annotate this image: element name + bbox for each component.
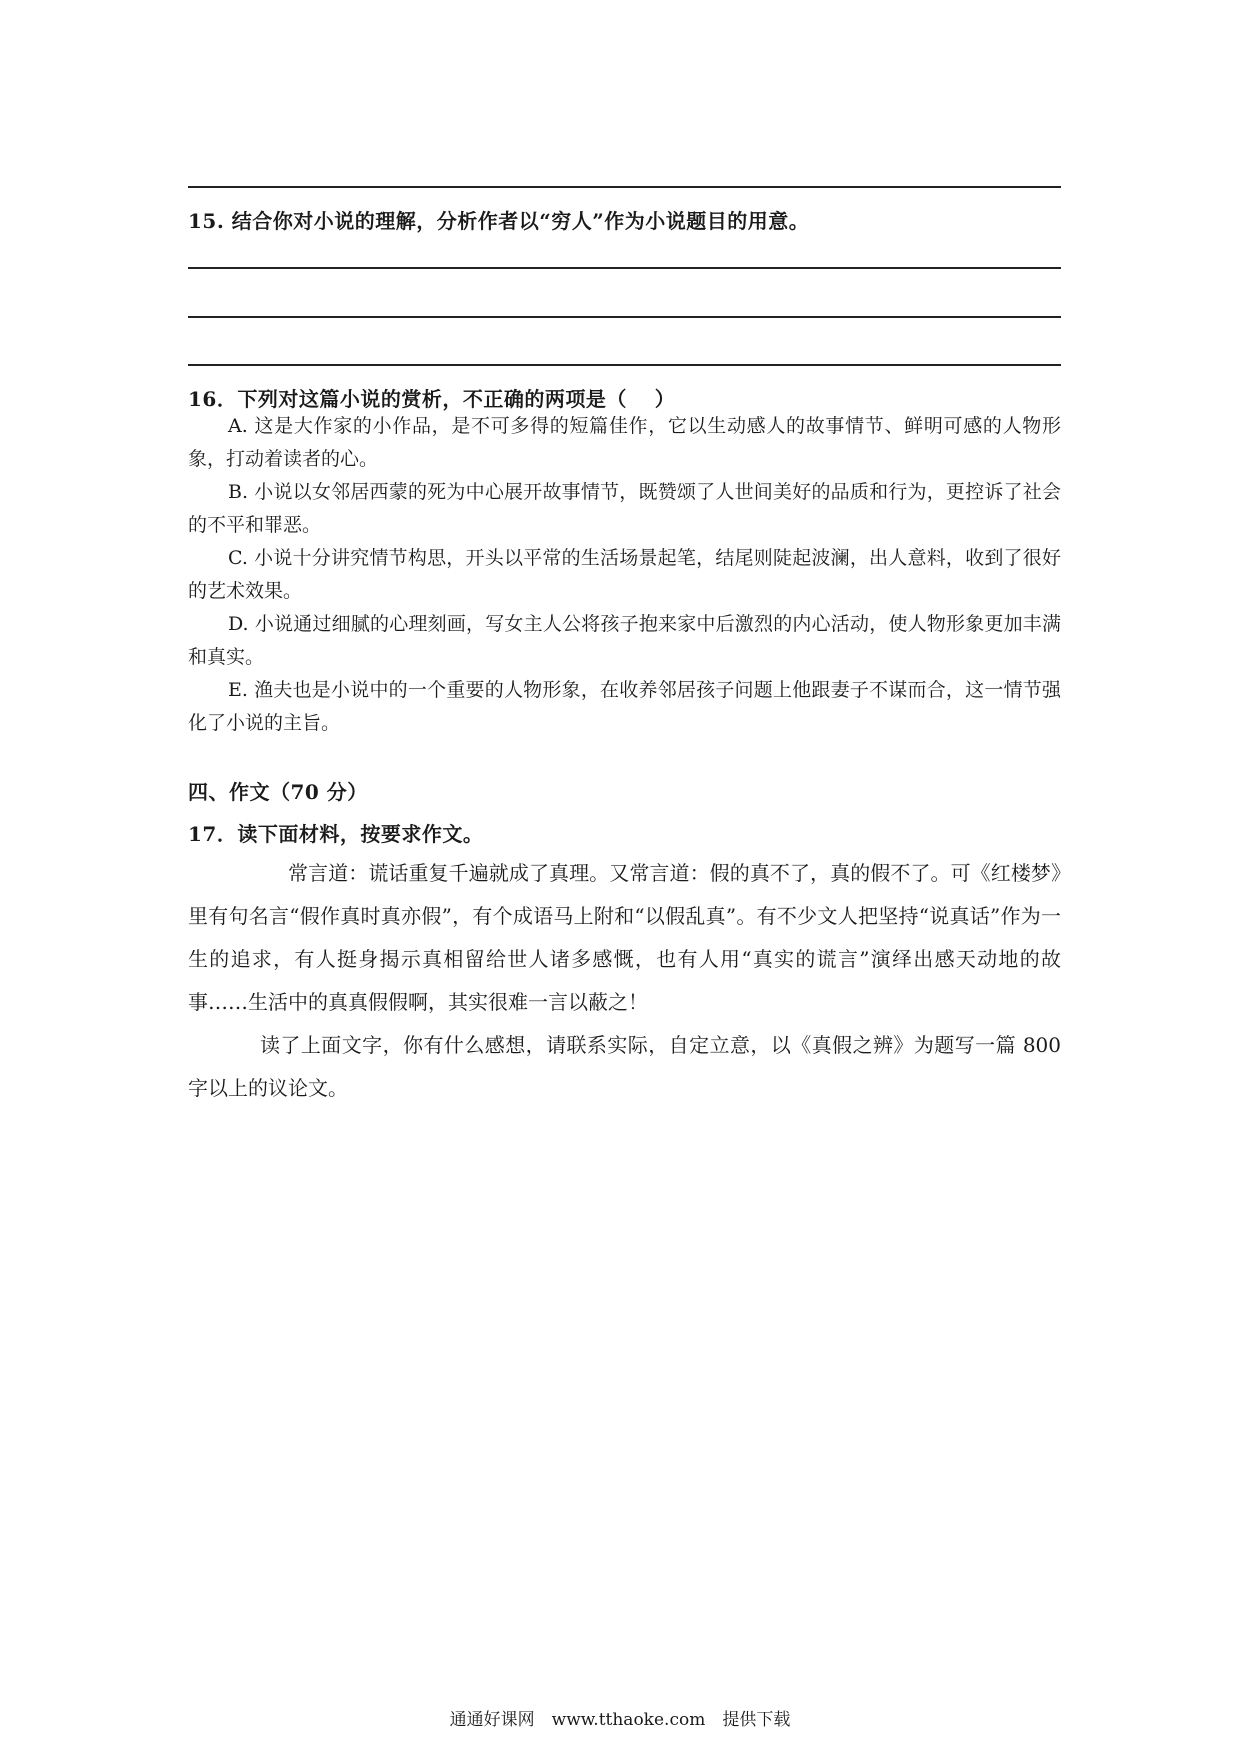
answer-line: [188, 267, 1061, 269]
question-17-title: 17．读下面材料，按要求作文。: [188, 822, 484, 846]
essay-material: 常言道：谎话重复千遍就成了真理。又常言道：假的真不了，真的假不了。可《红楼梦》里有句名言“假作真时真亦假”，有个成语马上附和“以假乱真”。有不少文人把坚持“说真话”作为一生的追求，有人挺身揭示真相留给世人诸多感慨，也有人用“真实的谎言”演绎出感天动地的故事……生活中的真真假假啊，其实很难一言以蔽之！: [188, 861, 1061, 1014]
option-b: B. 小说以女邻居西蒙的死为中心展开故事情节，既赞颂了人世间美好的品质和行为，更控诉了社会的不平和罪恶。: [188, 481, 1061, 536]
option-a: A. 这是大作家的小作品，是不可多得的短篇佳作，它以生动感人的故事情节、鲜明可感的人物形象，打动着读者的心。: [188, 415, 1061, 470]
option-d: D. 小说通过细腻的心理刻画，写女主人公将孩子抱来家中后激烈的内心活动，使人物形象更加丰满和真实。: [188, 613, 1061, 668]
answer-line: [188, 186, 1061, 188]
section-4-title: 四、作文（70 分）: [188, 780, 368, 804]
option-c: C. 小说十分讲究情节构思，开头以平常的生活场景起笔，结尾则陡起波澜，出人意料，收到了很好的艺术效果。: [188, 547, 1061, 602]
page-footer: 通通好课网 www.tthaoke.com 提供下载: [449, 1710, 791, 1730]
option-e: E. 渔夫也是小说中的一个重要的人物形象，在收养邻居孩子问题上他跟妻子不谋而合，这一情节强化了小说的主旨。: [188, 679, 1061, 734]
question-16-title: 16．下列对这篇小说的赏析，不正确的两项是（ ）: [188, 387, 676, 411]
answer-line: [188, 364, 1061, 366]
question-15-title: 15. 结合你对小说的理解，分析作者以“穷人”作为小说题目的用意。: [188, 209, 810, 233]
answer-line: [188, 316, 1061, 318]
essay-requirement: 读了上面文字，你有什么感想，请联系实际，自定立意，以《真假之辨》为题写一篇 800 字以上的议论文。: [188, 1033, 1061, 1100]
